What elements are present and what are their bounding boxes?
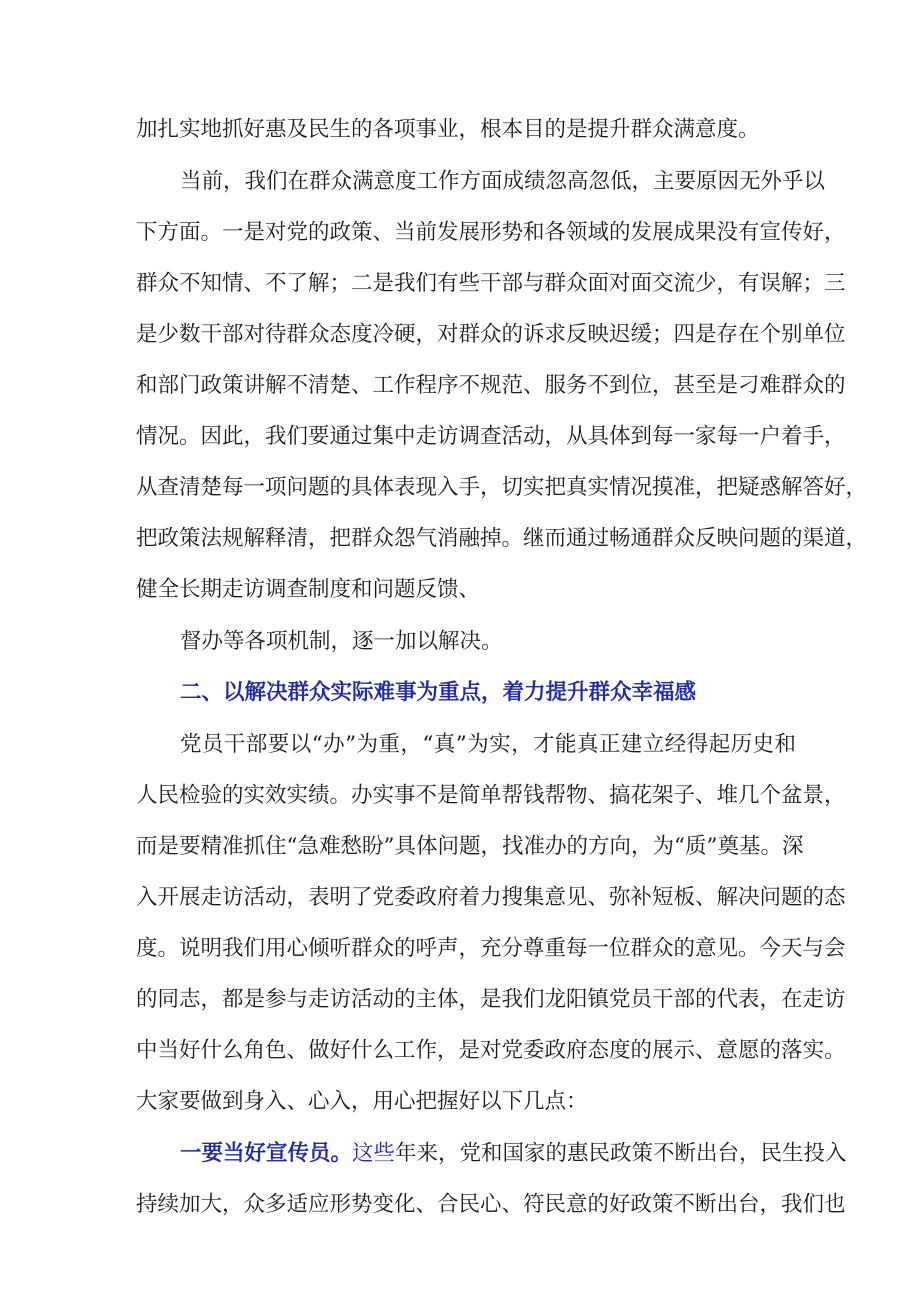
paragraph-line: 而是要精准抓住“急难愁盼”具体问题，找准办的方向，为“质”奠基。深 (136, 834, 804, 859)
paragraph-line: 督办等各项机制，逐一加以解决。 (180, 629, 503, 654)
paragraph-lead-line (180, 1134, 847, 1174)
paragraph-line: 下方面。一是对党的政策、当前发展形势和各领域的发展成果没有宣传好， (136, 220, 846, 245)
paragraph-line: 把政策法规解释清，把群众怨气消融掉。继而通过畅通群众反映问题的渠道， (136, 526, 868, 551)
paragraph-line: 中当好什么角色、做好什么工作，是对党委政府态度的展示、意愿的落实。 (136, 1038, 846, 1063)
paragraph-line: 当前，我们在群众满意度工作方面成绩忽高忽低，主要原因无外乎以 (180, 169, 826, 194)
paragraph-line: 入开展走访活动，表明了党委政府着力搜集意见、弥补短板、解决问题的态 (136, 885, 846, 910)
paragraph-line: 大家要做到身入、心入，用心把握好以下几点： (136, 1089, 588, 1114)
paragraph-line: 的同志，都是参与走访活动的主体，是我们龙阳镇党员干部的代表，在走访 (136, 987, 846, 1012)
paragraph-line: 情况。因此，我们要通过集中走访调查活动，从具体到每一家每一户着手， (136, 424, 846, 449)
section-heading: 二、以解决群众实际难事为重点，着力提升群众幸福感 (180, 680, 697, 705)
paragraph-line: 是少数干部对待群众态度冷硬，对群众的诉求反映迟缓；四是存在个别单位 (136, 322, 846, 347)
paragraph-line: 健全长期走访调查制度和问题反馈、 (136, 577, 481, 602)
paragraph-line: 党员干部要以“办”为重，“真”为实，才能真正建立经得起历史和 (180, 732, 796, 757)
paragraph-line: 加扎实地抓好惠及民生的各项事业，根本目的是提升群众满意度。 (136, 117, 760, 142)
paragraph-line: 持续加大，众多适应形势变化、合民心、符民意的好政策不断出台，我们也 (136, 1192, 846, 1217)
emphasis-lead: 一要当好宣传员。 (180, 1141, 353, 1166)
paragraph-line: 度。说明我们用心倾听群众的呼声，充分尊重每一位群众的意见。今天与会 (136, 936, 846, 961)
paragraph-line: 群众不知情、不了解；二是我们有些干部与群众面对面交流少，有误解；三 (136, 271, 846, 296)
lead-rest: 年来，党和国家的惠民政策不断出台，民生投入 (395, 1141, 847, 1166)
paragraph-line: 从查清楚每一项问题的具体表现入手，切实把真实情况摸准，把疑惑解答好， (136, 475, 868, 500)
highlighted-word: 这些 (352, 1141, 396, 1166)
paragraph-line: 人民检验的实效实绩。办实事不是简单帮钱帮物、搞花架子、堆几个盆景， (136, 783, 846, 808)
paragraph-line: 和部门政策讲解不清楚、工作程序不规范、服务不到位，甚至是刁难群众的 (136, 373, 846, 398)
